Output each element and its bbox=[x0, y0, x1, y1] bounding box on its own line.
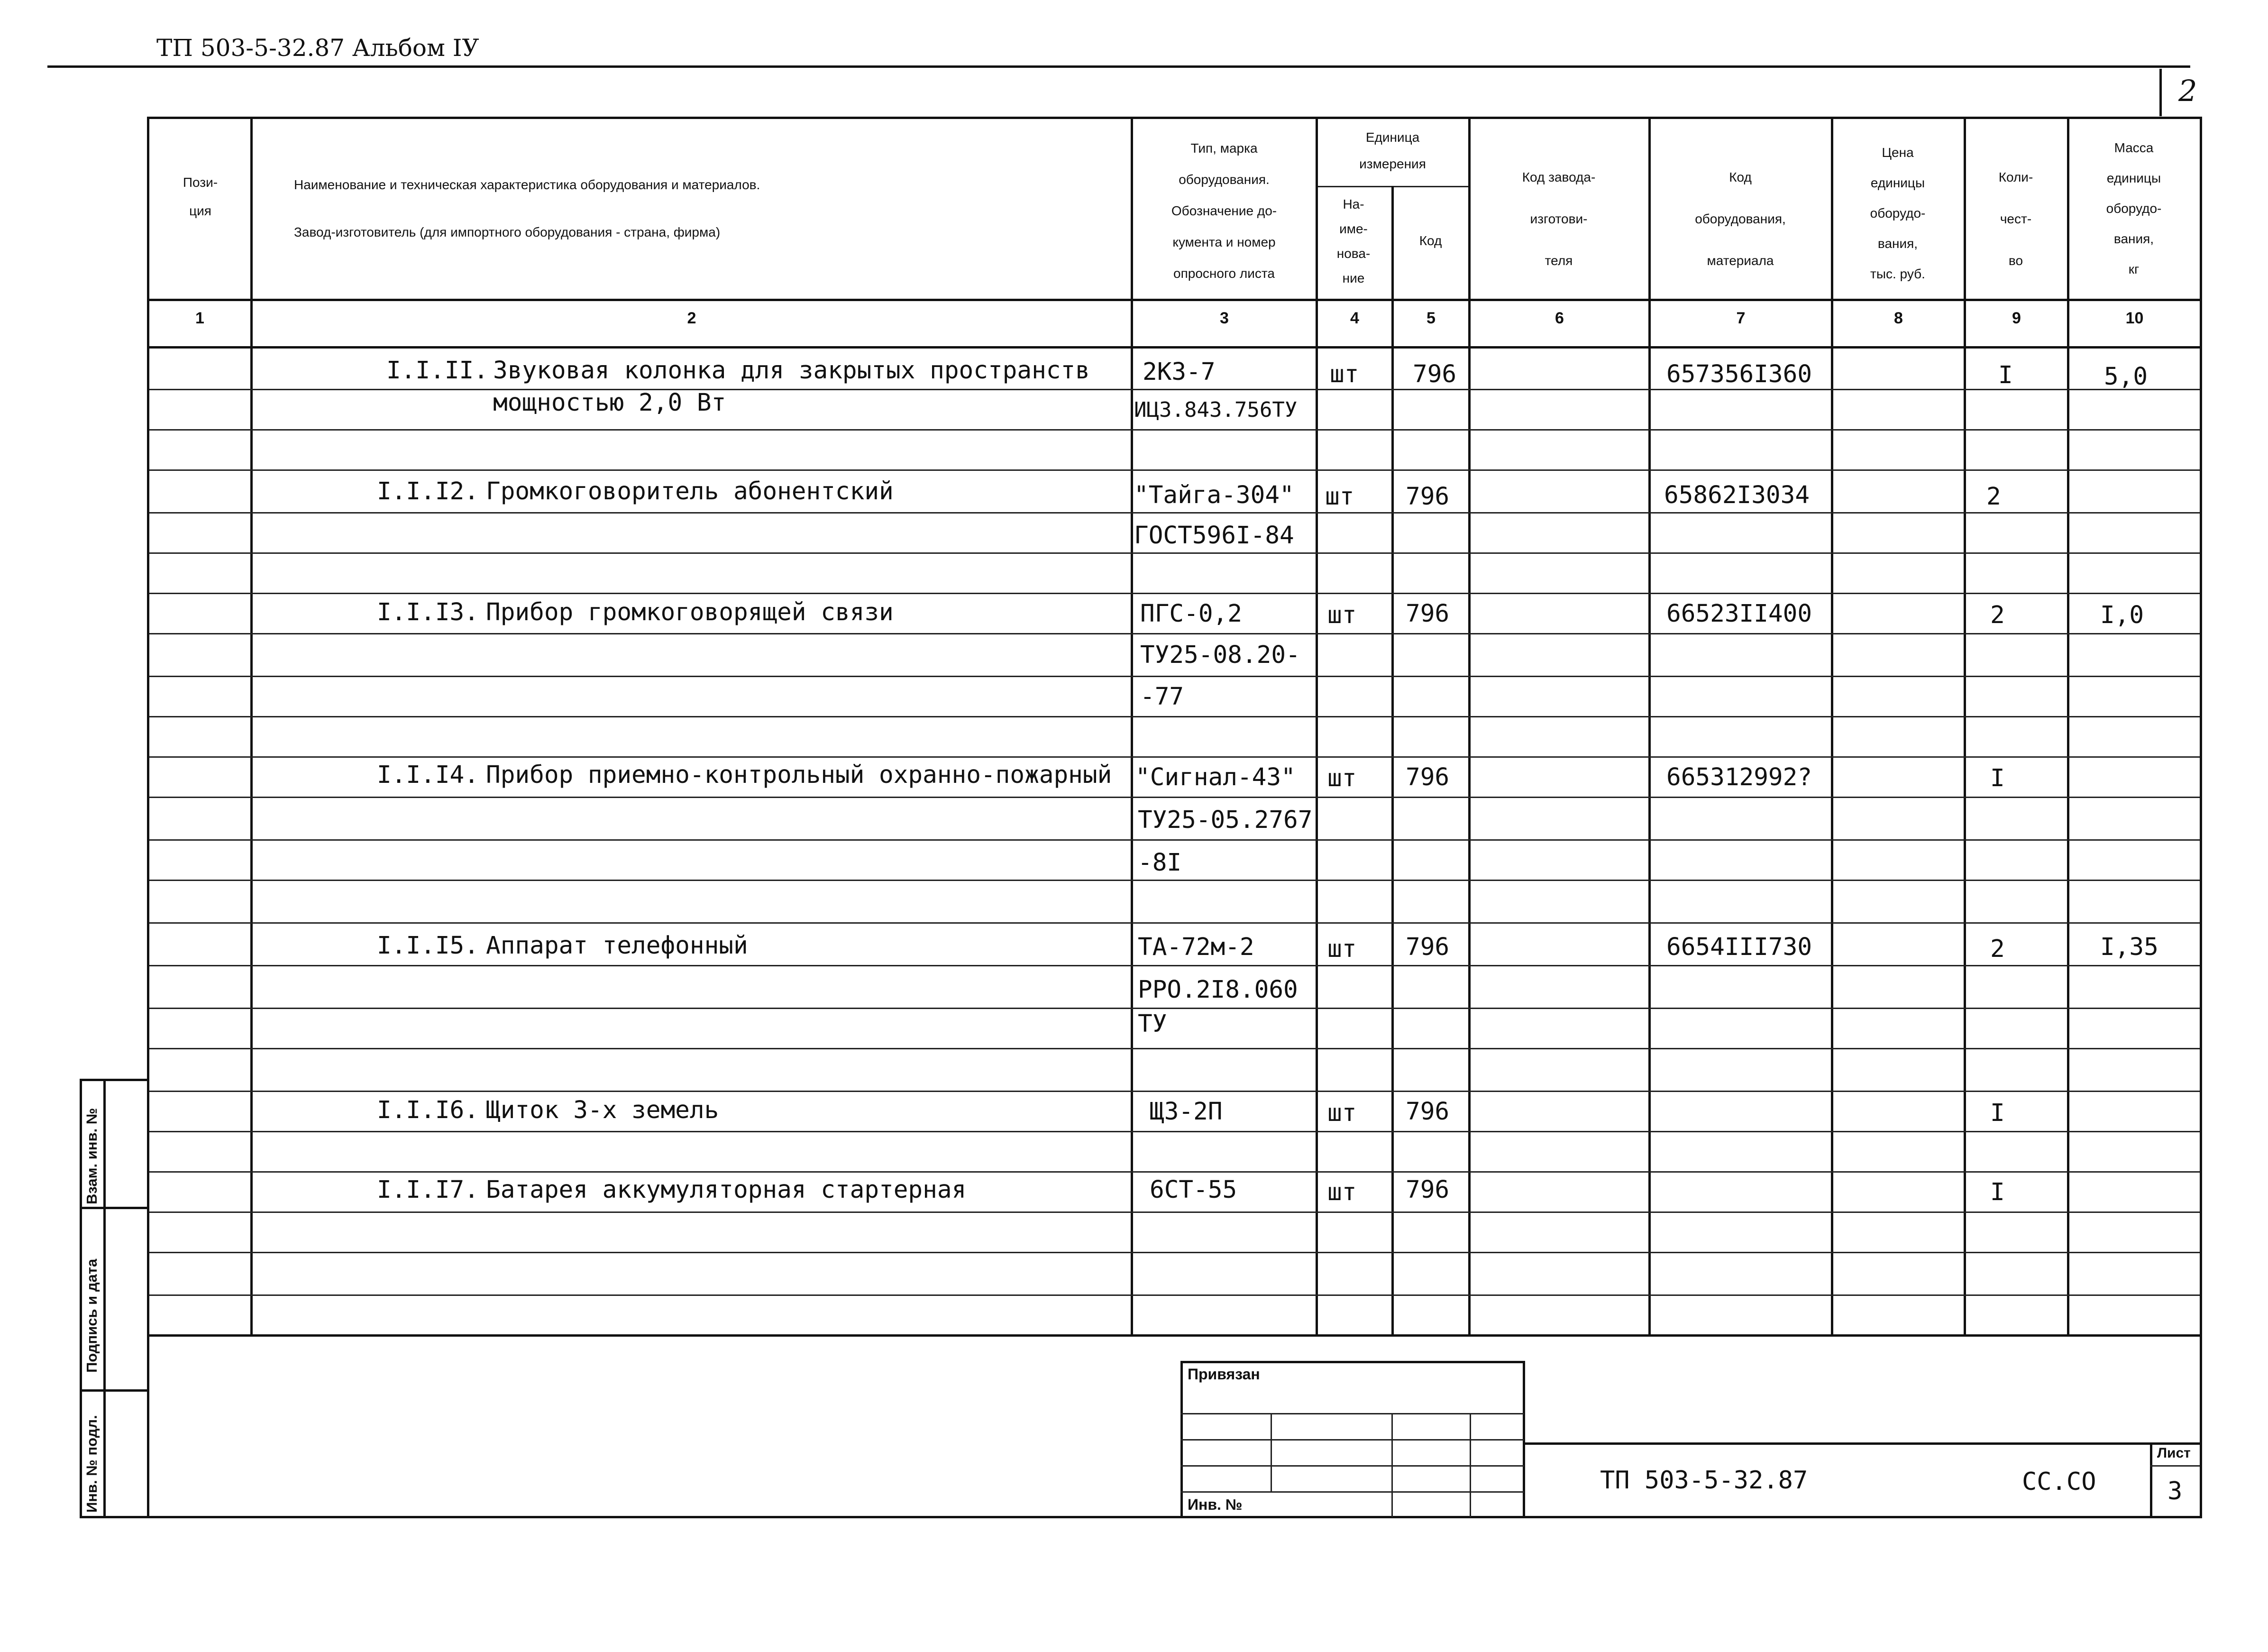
side-label-vzam-inv: Взам. инв. № bbox=[83, 1108, 100, 1204]
stamp-list-number: 3 bbox=[2167, 1477, 2183, 1505]
table-bottom-border bbox=[147, 1516, 2202, 1518]
row-rule bbox=[149, 839, 2200, 841]
header-unit-code: Код bbox=[1419, 233, 1442, 248]
item-quantity: I bbox=[1990, 1099, 2005, 1127]
stamp-inv-no: Инв. № bbox=[1188, 1496, 1243, 1513]
item-name-continued: мощностью 2,0 Вт bbox=[493, 389, 726, 417]
item-mass: I,0 bbox=[2100, 601, 2144, 629]
item-type: -8I bbox=[1138, 849, 1182, 877]
side-label-inv-podl: Инв. № подл. bbox=[83, 1415, 100, 1513]
item-unit-code: 796 bbox=[1406, 763, 1450, 791]
top-rule bbox=[47, 65, 2190, 68]
row-rule bbox=[149, 1131, 2200, 1132]
row-rule bbox=[149, 1048, 2200, 1049]
item-mass: 5,0 bbox=[2104, 363, 2148, 391]
item-position: I.I.I3. bbox=[377, 598, 479, 626]
header-quantity: Коли- чест- во bbox=[1998, 170, 2033, 268]
table-top-border bbox=[149, 117, 2202, 119]
item-position: I.I.I4. bbox=[377, 761, 479, 789]
item-type: ЩЗ-2П bbox=[1150, 1098, 1223, 1126]
strip-rule bbox=[80, 1207, 148, 1209]
item-unit-code: 796 bbox=[1413, 360, 1457, 388]
item-type: ТУ25-08.20- bbox=[1140, 641, 1300, 669]
col-sep-4 bbox=[1391, 186, 1394, 1335]
row-rule bbox=[149, 389, 2200, 390]
item-name: Звуковая колонка для закрытых пространств bbox=[493, 357, 1090, 385]
item-type: ТУ bbox=[1138, 1010, 1167, 1038]
column-number: 2 bbox=[687, 309, 696, 327]
header-bottom-rule bbox=[149, 299, 2200, 301]
item-quantity: I bbox=[1990, 764, 2005, 792]
item-code: 657356I360 bbox=[1666, 360, 1812, 388]
document-title: ТП 503-5-32.87 Альбом IУ bbox=[156, 34, 479, 62]
strip-left-border bbox=[80, 1079, 82, 1517]
item-unit: шт bbox=[1325, 483, 1354, 511]
item-name: Батарея аккумуляторная стартерная bbox=[486, 1176, 967, 1204]
item-unit-code: 796 bbox=[1406, 483, 1450, 511]
strip-top-rule bbox=[80, 1079, 148, 1081]
page-mark-divider bbox=[2159, 69, 2162, 116]
item-code: 65862I3034 bbox=[1664, 481, 1810, 509]
item-type: ПГС-0,2 bbox=[1140, 600, 1242, 628]
column-number: 3 bbox=[1220, 309, 1229, 327]
item-name: Щиток 3-х земель bbox=[486, 1096, 719, 1124]
item-type: "Сигнал-43" bbox=[1135, 763, 1296, 791]
row-rule bbox=[149, 429, 2200, 431]
row-rule bbox=[149, 1008, 2200, 1009]
side-label-podpis-data: Подпись и дата bbox=[83, 1258, 100, 1373]
table-body-bottom-rule bbox=[149, 1334, 2200, 1337]
item-code: 66523II400 bbox=[1666, 600, 1812, 628]
row-rule bbox=[149, 469, 2200, 471]
col-sep-9 bbox=[2067, 117, 2069, 1335]
strip-divider bbox=[103, 1079, 106, 1517]
row-rule bbox=[149, 716, 2200, 717]
item-quantity: I bbox=[1990, 1178, 2005, 1206]
stamp-grid-col bbox=[1391, 1413, 1393, 1517]
column-number: 8 bbox=[1894, 309, 1903, 327]
item-type: ГОСТ596I-84 bbox=[1134, 522, 1294, 550]
item-position: I.I.I6. bbox=[377, 1096, 479, 1124]
header-plant-code: Код завода- изготови- теля bbox=[1522, 170, 1596, 268]
row-rule bbox=[149, 880, 2200, 881]
stamp-document-code: ТП 503-5-32.87 bbox=[1600, 1466, 1808, 1495]
row-rule bbox=[149, 593, 2200, 594]
col-sep-2 bbox=[1131, 117, 1133, 1335]
column-number: 6 bbox=[1555, 309, 1564, 327]
item-mass: I,35 bbox=[2100, 933, 2158, 961]
column-number: 10 bbox=[2125, 309, 2144, 327]
item-type: ИЦЗ.843.756ТУ bbox=[1134, 398, 1298, 422]
strip-bottom-rule bbox=[80, 1516, 148, 1518]
item-quantity: 2 bbox=[1990, 601, 2005, 629]
item-unit: шт bbox=[1327, 1178, 1357, 1206]
header-price: Цена единицы оборудо- вания, тыс. руб. bbox=[1870, 145, 1926, 281]
item-type: РРО.2I8.060 bbox=[1138, 976, 1298, 1004]
item-unit-code: 796 bbox=[1406, 1098, 1450, 1126]
page-mark: 2 bbox=[2178, 73, 2197, 108]
stamp-main-top bbox=[1524, 1442, 2202, 1445]
header-unit-name: На- име- нова- ние bbox=[1336, 197, 1371, 285]
row-rule bbox=[149, 552, 2200, 554]
stamp-grid-rule bbox=[1180, 1491, 1524, 1493]
item-type: ТУ25-05.2767 bbox=[1138, 806, 1313, 834]
item-type: "Тайга-304" bbox=[1134, 481, 1294, 509]
stamp-sheet-code: СС.СО bbox=[2022, 1468, 2096, 1496]
column-number: 1 bbox=[195, 309, 204, 327]
row-rule bbox=[149, 922, 2200, 924]
header-name: Наименование и техническая характеристика оборудования и материалов. Завод-изготовитель (для импортного оборудования - страна, фирма) bbox=[294, 177, 760, 239]
stamp-list-label: Лист bbox=[2157, 1445, 2191, 1461]
col-sep-1 bbox=[250, 117, 253, 1335]
row-rule bbox=[149, 633, 2200, 634]
table-right-border bbox=[2200, 117, 2202, 1517]
header-type: Тип, марка оборудования. Обозначение до- кумента и номер опросного листа bbox=[1171, 141, 1277, 281]
row-rule bbox=[149, 512, 2200, 514]
row-rule bbox=[149, 756, 2200, 758]
sheet-box-divider bbox=[2150, 1465, 2200, 1467]
item-position: I.I.I5. bbox=[377, 932, 479, 960]
row-rule bbox=[149, 1091, 2200, 1092]
column-numbers-bottom-rule bbox=[149, 346, 2200, 349]
item-name: Аппарат телефонный bbox=[486, 932, 748, 960]
item-quantity: 2 bbox=[1986, 483, 2001, 511]
item-name: Громкоговоритель абонентский bbox=[486, 477, 894, 505]
row-rule bbox=[149, 1252, 2200, 1253]
row-rule bbox=[149, 797, 2200, 798]
stamp-grid-col bbox=[1271, 1413, 1272, 1491]
col-sep-3 bbox=[1316, 117, 1318, 1335]
item-code: 665312992? bbox=[1666, 763, 1812, 791]
row-rule bbox=[149, 1211, 2200, 1213]
sheet-box-left bbox=[2150, 1442, 2152, 1516]
column-number: 5 bbox=[1427, 309, 1436, 327]
row-rule bbox=[149, 1171, 2200, 1173]
item-quantity: 2 bbox=[1990, 935, 2005, 963]
stamp-grid-rule bbox=[1180, 1413, 1524, 1414]
item-type: ТА-72м-2 bbox=[1138, 933, 1254, 961]
item-type: -77 bbox=[1140, 683, 1184, 711]
col-sep-6 bbox=[1648, 117, 1651, 1335]
header-position: Пози- ция bbox=[183, 175, 218, 218]
item-position: I.I.I2. bbox=[377, 477, 479, 505]
header-mass: Масса единицы оборудо- вания, кг bbox=[2106, 140, 2162, 276]
item-code: 6654III730 bbox=[1666, 933, 1812, 961]
item-name: Прибор громкоговорящей связи bbox=[486, 598, 894, 626]
column-number: 4 bbox=[1350, 309, 1359, 327]
header-unit-group: Единица измерения bbox=[1359, 130, 1426, 171]
header-equipment-code: Код оборудования, материала bbox=[1695, 170, 1786, 268]
item-unit-code: 796 bbox=[1406, 1176, 1450, 1204]
col-sep-8 bbox=[1964, 117, 1966, 1335]
item-position: I.I.I7. bbox=[377, 1176, 479, 1204]
stamp-grid-top bbox=[1180, 1361, 1524, 1363]
row-rule bbox=[149, 676, 2200, 677]
item-unit: шт bbox=[1327, 601, 1357, 629]
row-rule bbox=[149, 1294, 2200, 1296]
item-unit: шт bbox=[1327, 764, 1357, 792]
item-type: 6СТ-55 bbox=[1150, 1176, 1237, 1204]
item-unit-code: 796 bbox=[1406, 600, 1450, 628]
stamp-grid-col bbox=[1470, 1413, 1471, 1517]
column-number: 7 bbox=[1736, 309, 1746, 327]
item-quantity: I bbox=[1998, 361, 2013, 389]
item-position: I.I.II. bbox=[386, 357, 488, 385]
stamp-privyazan: Привязан bbox=[1188, 1366, 1260, 1383]
stamp-grid-rule bbox=[1180, 1439, 1524, 1441]
item-unit-code: 796 bbox=[1406, 933, 1450, 961]
column-number: 9 bbox=[2012, 309, 2021, 327]
col-sep-7 bbox=[1831, 117, 1833, 1335]
item-name: Прибор приемно-контрольный охранно-пожарный bbox=[486, 761, 1112, 789]
col-sep-5 bbox=[1468, 117, 1471, 1335]
row-rule bbox=[149, 965, 2200, 966]
item-type: 2КЗ-7 bbox=[1143, 358, 1216, 386]
strip-rule bbox=[80, 1389, 148, 1392]
stamp-grid-rule bbox=[1180, 1465, 1524, 1467]
item-unit: шт bbox=[1327, 1099, 1357, 1127]
item-unit: шт bbox=[1330, 360, 1359, 388]
item-unit: шт bbox=[1327, 935, 1357, 963]
